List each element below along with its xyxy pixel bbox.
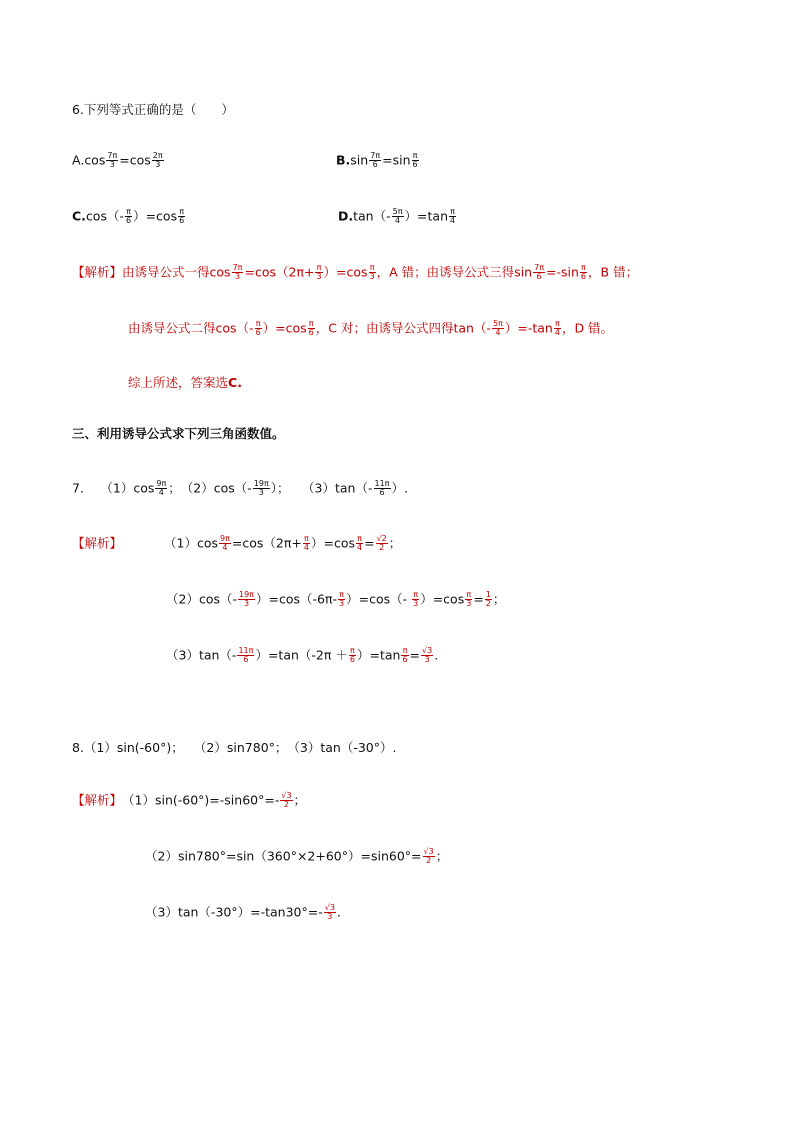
analysis-line-2: 由诱导公式二得cos（- $\frac{\pi}{6}$ ）=cos $\frac{\pi}{6}$ ，C 对；由诱导公式四得tan（- $\frac{5\pi}{4}$ ）=-tan $\frac{\pi}{4}$ ，D 错。 [128, 319, 614, 338]
fraction: $\frac{7\pi}{6}$ [370, 151, 381, 170]
fraction: $\frac{7\pi}{3}$ [107, 151, 118, 170]
fraction: $\frac{\pi}{6}$ [125, 207, 132, 226]
fraction: $\frac{\pi}{6}$ [308, 319, 314, 338]
fraction: $\frac{\pi}{4}$ [303, 534, 309, 553]
fraction: $\frac{\pi}{6}$ [402, 646, 408, 665]
q6-option-a[interactable]: A.cos $\frac{7\pi}{3}$ =cos $\frac{2\pi}{3}$ [72, 151, 163, 170]
analysis-line-3: 综上所述，答案选C. [128, 375, 242, 390]
fraction: $\frac{11\pi}{6}$ [238, 646, 254, 665]
analysis-label: 【解析】 [72, 264, 123, 280]
fraction: $\frac{19\pi}{3}$ [239, 590, 254, 609]
analysis-label: 【解析】 [72, 535, 123, 551]
fraction: $\frac{√3}{2}$ [281, 791, 292, 810]
q8-analysis-2: （2）sin780°=sin（360°×2+60°）=sin60°= $\frac{√3}{2}$ ； [145, 847, 449, 866]
fraction: $\frac{\pi}{3}$ [466, 590, 472, 609]
analysis-label: 【解析】 [72, 792, 116, 808]
fraction: $\frac{19\pi}{3}$ [253, 479, 269, 498]
q8-analysis-1: 【解析】 （1）sin(-60°)=-sin60°=- $\frac{√3}{2}$ ； [72, 791, 307, 810]
q7-analysis-2: （2）cos（- $\frac{19\pi}{3}$ ）=cos（-6π- $\frac{\pi}{3}$ ）=cos（- $\frac{\pi}{3}$ ）=cos $\frac{\pi}{3}$ = $\frac{1}{2}$ ； [166, 590, 506, 609]
fraction: $\frac{9\pi}{4}$ [220, 534, 230, 553]
fraction: $\frac{√3}{3}$ [324, 903, 335, 922]
fraction: $\frac{\pi}{6}$ [412, 151, 418, 170]
fraction: $\frac{\pi}{6}$ [580, 263, 587, 282]
fraction: $\frac{9\pi}{4}$ [156, 479, 167, 498]
q6-option-b[interactable]: B.sin $\frac{7\pi}{6}$ =sin $\frac{\pi}{6}$ [336, 151, 418, 170]
fraction: $\frac{\pi}{6}$ [349, 646, 355, 665]
fraction: $\frac{√3}{2}$ [423, 847, 434, 866]
fraction: $\frac{11\pi}{6}$ [374, 479, 390, 498]
q6-option-d[interactable]: D.tan（- $\frac{5\pi}{4}$ ）=tan $\frac{\pi}{4}$ [338, 207, 456, 226]
fraction: $\frac{√3}{3}$ [422, 646, 433, 665]
q7-analysis-1: 【解析】 （1）cos $\frac{9\pi}{4}$ =cos（2π+ $\frac{\pi}{4}$ ）=cos $\frac{\pi}{4}$ = $\frac{√2}{2}$ ； [72, 534, 402, 553]
fraction: $\frac{\pi}{4}$ [357, 534, 363, 553]
q8-stem: 8.（1）sin(-60°)； （2）sin780°； （3）tan（-30°）. [72, 740, 397, 755]
analysis-line-1: 【解析】由诱导公式一得cos $\frac{7\pi}{3}$ =cos（2π+ $\frac{\pi}{3}$ ）=cos $\frac{\pi}{3}$ ，A 错；由诱导公式三得sin $\frac{7\pi}{6}$ =-sin $\frac{\pi}{6}$ ，B 错； [72, 263, 639, 282]
fraction: $\frac{√2}{2}$ [376, 534, 387, 553]
fraction: $\frac{5\pi}{4}$ [492, 319, 503, 338]
q8-analysis-3: （3）tan（-30°）=-tan30°=- $\frac{√3}{3}$ . [145, 903, 341, 922]
fraction: $\frac{\pi}{3}$ [413, 590, 419, 609]
fraction: $\frac{\pi}{3}$ [339, 590, 345, 609]
fraction: $\frac{1}{2}$ [485, 590, 491, 609]
fraction: $\frac{7\pi}{6}$ [534, 263, 545, 282]
fraction: $\frac{\pi}{6}$ [255, 319, 261, 338]
q6-option-c[interactable]: C.cos（- $\frac{\pi}{6}$ ）=cos $\frac{\pi}{6}$ [72, 207, 185, 226]
fraction: $\frac{\pi}{4}$ [450, 207, 456, 226]
fraction: $\frac{2\pi}{3}$ [152, 151, 163, 170]
fraction: $\frac{\pi}{6}$ [179, 207, 185, 226]
q7-analysis-3: （3）tan（- $\frac{11\pi}{6}$ ）=tan（-2π ＋ $\frac{\pi}{6}$ ）=tan $\frac{\pi}{6}$ = $\frac{√3}{3}$ . [166, 646, 439, 665]
fraction: $\frac{\pi}{3}$ [369, 263, 375, 282]
section-heading: 三、利用诱导公式求下列三角函数值。 [72, 426, 285, 441]
fraction: $\frac{\pi}{4}$ [554, 319, 560, 338]
q7-stem: 7. （1）cos $\frac{9\pi}{4}$ ； （2）cos（- $\frac{19\pi}{3}$ ）； （3）tan（- $\frac{11\pi}{6}$ ）. [72, 479, 408, 498]
q6-stem: 6.下列等式正确的是（ ） [72, 102, 234, 117]
fraction: $\frac{7\pi}{3}$ [232, 263, 243, 282]
fraction: $\frac{5\pi}{4}$ [392, 207, 403, 226]
fraction: $\frac{\pi}{3}$ [316, 263, 322, 282]
